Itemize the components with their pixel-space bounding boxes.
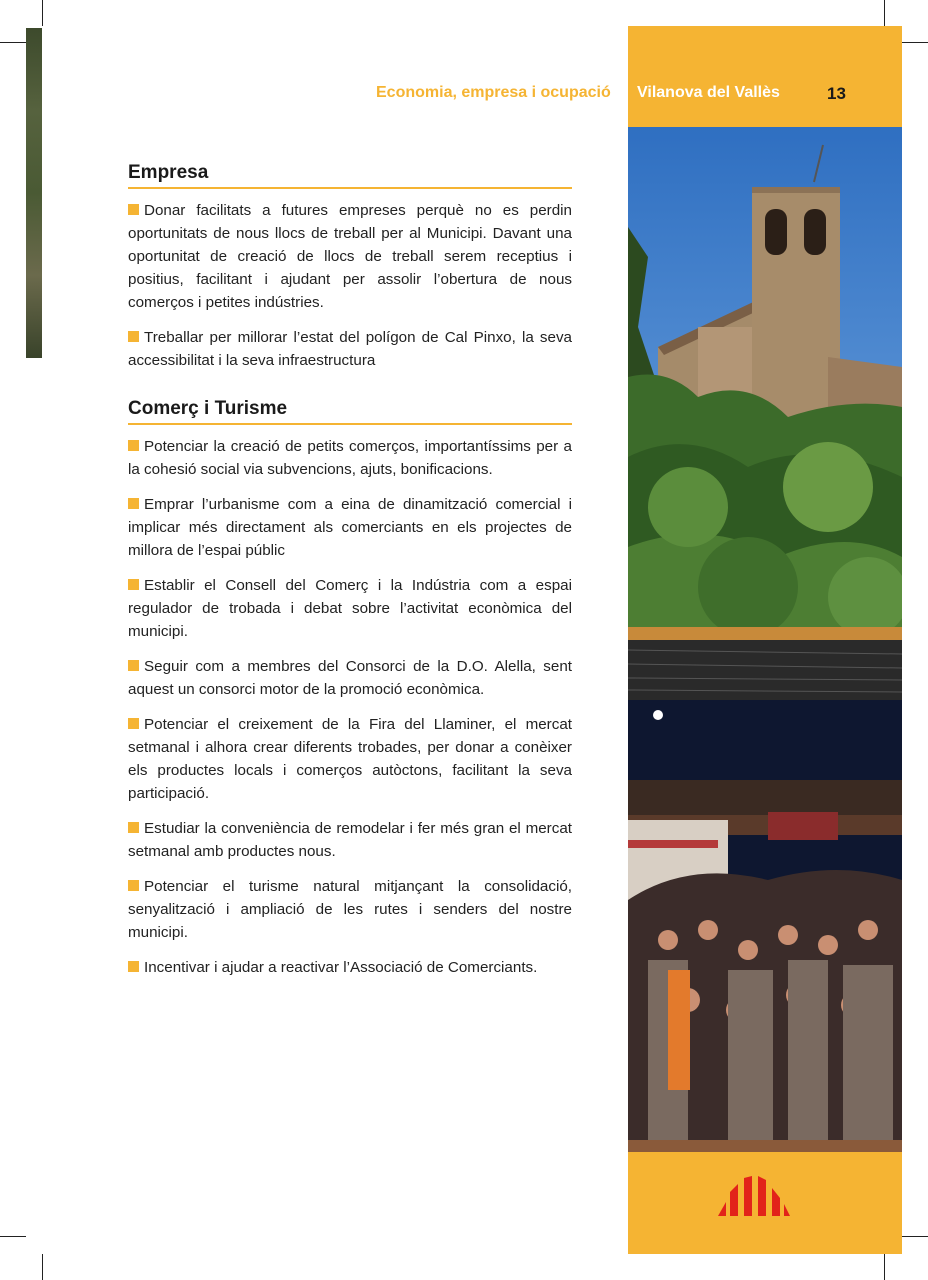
crop-mark bbox=[902, 42, 928, 43]
square-bullet-icon bbox=[128, 440, 139, 451]
section-empresa bbox=[128, 162, 572, 372]
page-number: 13 bbox=[827, 84, 846, 103]
square-bullet-icon bbox=[128, 660, 139, 671]
square-bullet-icon bbox=[128, 822, 139, 833]
crop-mark bbox=[42, 0, 43, 26]
church-photo bbox=[628, 127, 902, 640]
crop-mark bbox=[902, 1236, 928, 1237]
list-item: Potenciar el turisme natural mitjançant la consolidació, senyalització i ampliació de les rutes i senders del nostre municipi. bbox=[128, 878, 572, 941]
crop-mark bbox=[884, 1254, 885, 1280]
list-item: Incentivar i ajudar a reactivar l’Associació de Comerciants. bbox=[128, 956, 572, 979]
list-item: Establir el Consell del Comerç i la Indústria com a espai regulador de trobada i debat sobre l’activitat econòmica del municipi. bbox=[128, 577, 572, 640]
running-header-section: Economia, empresa i ocupació bbox=[376, 84, 611, 101]
list-item: Estudiar la conveniència de remodelar i fer més gran el mercat setmanal amb productes nous. bbox=[128, 820, 572, 860]
square-bullet-icon bbox=[128, 498, 139, 509]
fair-photo bbox=[628, 640, 902, 1152]
list-item: Treballar per millorar l’estat del polígon de Cal Pinxo, la seva accessibilitat i la seva infraestructura bbox=[128, 329, 572, 369]
square-bullet-icon bbox=[128, 331, 139, 342]
section-title: Comerç i Turisme bbox=[128, 398, 572, 425]
square-bullet-icon bbox=[128, 718, 139, 729]
list-item: Donar facilitats a futures empreses perquè no es perdin oportunitats de nous llocs de treball per al Municipi. Davant una oportunitat de creació de llocs de treball serem receptius i positius, facilitant i ajudant per assolir l’obertura de nous comerços i petites indústries. bbox=[128, 202, 572, 311]
left-photo-strip bbox=[26, 28, 42, 358]
crop-mark bbox=[0, 1236, 26, 1237]
list-item: Emprar l’urbanisme com a eina de dinamització comercial i implicar més directament als comerciants en els projectes de millora de l’espai públic bbox=[128, 496, 572, 559]
crop-mark bbox=[0, 42, 26, 43]
party-logo-icon bbox=[718, 1176, 790, 1218]
square-bullet-icon bbox=[128, 579, 139, 590]
square-bullet-icon bbox=[128, 880, 139, 891]
crop-mark bbox=[42, 1254, 43, 1280]
section-comerc-turisme bbox=[128, 398, 572, 979]
main-content bbox=[128, 162, 572, 1005]
square-bullet-icon bbox=[128, 204, 139, 215]
running-header-town: Vilanova del Vallès bbox=[637, 84, 780, 101]
list-item: Potenciar la creació de petits comerços, importantíssims per a la cohesió social via subvencions, ajuts, bonificacions. bbox=[128, 438, 572, 478]
list-item: Seguir com a membres del Consorci de la D.O. Alella, sent aquest un consorci motor de la promoció econòmica. bbox=[128, 658, 572, 698]
crop-mark bbox=[884, 0, 885, 26]
list-item: Potenciar el creixement de la Fira del Llaminer, el mercat setmanal i alhora crear diferents trobades, per donar a conèixer els productes locals i comerços autòctons, facilitant la seva participació. bbox=[128, 716, 572, 802]
section-title: Empresa bbox=[128, 162, 572, 189]
square-bullet-icon bbox=[128, 961, 139, 972]
